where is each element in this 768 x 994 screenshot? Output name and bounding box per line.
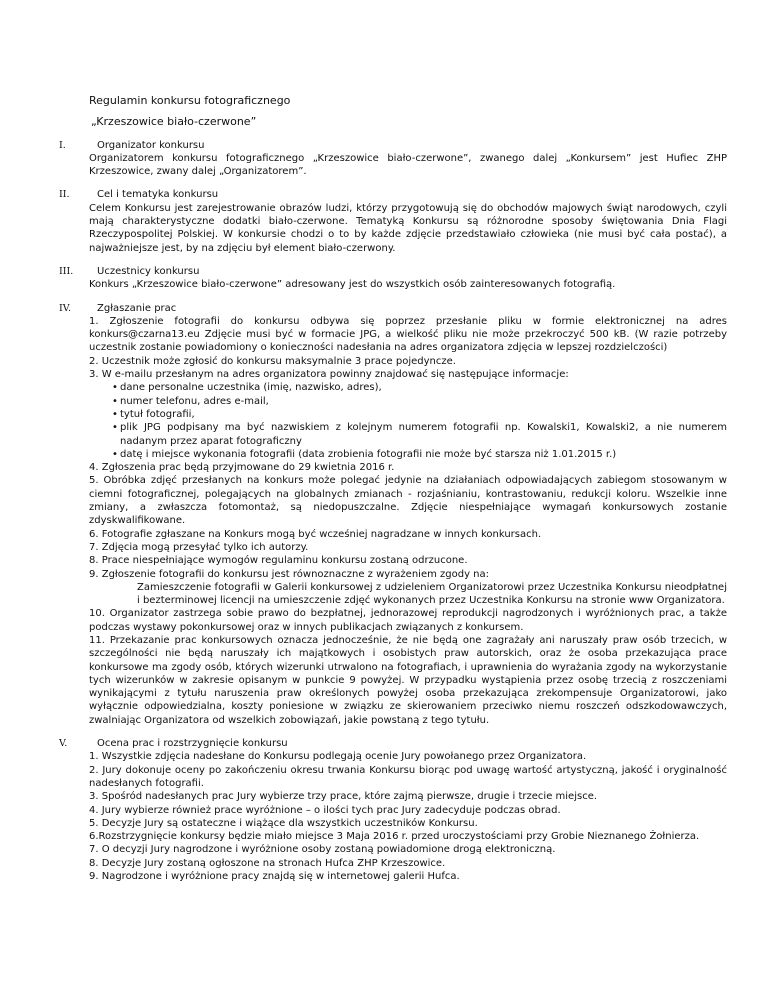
bullet-item: • plik JPG podpisany ma być nazwiskiem z kolejnym numerem fotografii np. Kowalski1, Kowalski2, a nie numerem nadanym przez aparat fotograficzny [89, 421, 727, 448]
section-numeral: III. [59, 265, 74, 277]
bullet-item: • datę i miejsce wykonania fotografii (data zrobienia fotografii nie może być starsza niż 1.01.2015 r.) [89, 448, 727, 461]
rule-item: 2. Uczestnik może zgłosić do konkursu maksymalnie 3 prace pojedyncze. [89, 355, 456, 367]
rule-item: 4. Zgłoszenia prac będą przyjmowane do 29 kwietnia 2016 r. [89, 462, 395, 474]
bullet-item: • numer telefonu, adres e-mail, [89, 395, 727, 408]
rule-item: 6. Fotografie zgłaszane na Konkurs mogą być wcześniej nagradzane w innych konkursach. [89, 528, 542, 540]
document-subtitle: „Krzeszowice biało-czerwone” [91, 115, 257, 129]
section-heading: Ocena prac i rozstrzygnięcie konkursu [97, 738, 288, 750]
section-heading: Cel i tematyka konkursu [97, 189, 219, 201]
section-text: Celem Konkursu jest zarejestrowanie obrazów ludzi, którzy przygotowują się do obchodów majowych świąt narodowych, czyli mają charakterystyczne dodatki biało-czerwone. Tematyką Konkursu są różnorodne sposoby świętowania Dnia Flagi Rzeczypospolitej Polskiej. W konkursie chodzi o to by każde zdjęcie przedstawiało człowieka (nie musi być cała postać), a najważniejsze jest, by na zdjęciu był element biało-czerwony. [89, 202, 727, 254]
consent-clause: Zamieszczenie fotografii w Galerii konkursowej z udzieleniem Organizatorowi przez Uczestnika Konkursu nieodpłatnej i bezterminowej licencji na umieszczenie zdjęć wykonanych przez Uczestnika Konkursu na stronie www Organizatora. [137, 581, 727, 607]
section-heading: Organizator konkursu [97, 139, 205, 151]
section-evaluation [59, 737, 727, 883]
section-numeral: IV. [59, 302, 71, 314]
rule-item: 5. Obróbka zdjęć przesłanych na konkurs może polegać jedynie na działaniach odpowiadających zabiegom stosowanym w ciemni fotograficznej, polegających na globalnych zmianach - rozjaśnianiu, kontrastowaniu, redukcji koloru. Wszelkie inne zmiany, a zwłaszcza fotomontaż, są niedopuszczalne. Zdjęcie niespełniające wymagań konkursowych zostanie zdyskwalifikowane. [89, 475, 727, 527]
evaluation-item: 5. Decyzje Jury są ostateczne i wiążące dla wszystkich uczestników Konkursu. [89, 817, 478, 829]
rule-item: 1. Zgłoszenie fotografii do konkursu odbywa się poprzez przesłanie pliku w formie elektronicznej na adres konkurs@czarna13.eu Zdjęcie musi być w formacie JPG, a wielkość pliku nie może przekroczyć 500 kB. (W razie potrzeby uczestnik zostanie powiadomiony o konieczności nadesłania na adres organizatora zdjęcia w lepszej rozdzielczości) [89, 315, 727, 354]
evaluation-item: 7. O decyzji Jury nagrodzone i wyróżnione osoby zostaną powiadomione drogą elektroniczną. [89, 844, 556, 856]
section-numeral: V. [59, 738, 68, 750]
section-text: Konkurs „Krzeszowice biało-czerwone” adresowany jest do wszystkich osób zainteresowanych fotografią. [89, 279, 616, 291]
rule-item: 3. W e-mailu przesłanym na adres organizatora powinny znajdować się następujące informacje: [89, 369, 569, 381]
evaluation-item: 9. Nagrodzone i wyróżnione pracy znajdą się w internetowej galerii Hufca. [89, 871, 460, 883]
evaluation-item: 4. Jury wybierze również prace wyróżnione – o ilości tych prac Jury zadecyduje podczas obrad. [89, 804, 561, 816]
evaluation-item: 8. Decyzje Jury zostaną ogłoszone na stronach Hufca ZHP Krzeszowice. [89, 857, 446, 869]
evaluation-item: 3. Spośród nadesłanych prac Jury wybierze trzy prace, które zajmą pierwsze, drugie i trzecie miejsce. [89, 791, 598, 803]
section-text: Organizatorem konkursu fotograficznego „Krzeszowice biało-czerwone”, zwanego dalej „Konkursem” jest Hufiec ZHP Krzeszowice, zwany dalej „Organizatorem”. [89, 152, 727, 178]
document-page [59, 94, 727, 883]
section-numeral: II. [59, 189, 70, 201]
section-submissions [59, 302, 727, 728]
document-title: Regulamin konkursu fotograficznego [89, 94, 291, 107]
rule-item: 10. Organizator zastrzega sobie prawo do bezpłatnej, jednorazowej reprodukcji nagrodzonych i wyróżnionych prac, a także podczas wystawy pokonkursowej oraz w innych publikacjach związanych z konkursem. [89, 608, 727, 633]
section-numeral: I. [59, 139, 66, 151]
rule-item: 7. Zdjęcia mogą przesyłać tylko ich autorzy. [89, 541, 309, 553]
section-organizer [59, 139, 727, 179]
section-heading: Uczestnicy konkursu [97, 265, 200, 277]
section-heading: Zgłaszanie prac [97, 302, 177, 314]
bullet-item: • dane personalne uczestnika (imię, nazwisko, adres), [89, 381, 727, 394]
rule-item: 11. Przekazanie prac konkursowych oznacza jednocześnie, że nie będą one zagrażały ani naruszały praw osób trzecich, w szczególności nie będą naruszały ich majątkowych i osobistych praw autorskich, oraz że osoba przekazująca prace konkursowe ma zgody osób, których wizerunki utrwalono na fotografiach, i uprawnienia do wyrażania zgody na wykorzystanie tych wizerunków w zakresie opisanym w punkcie 9 powyżej. W przypadku wystąpienia przez osobę trzecią z roszczeniami wynikającymi z tytułu naruszenia praw określonych powyżej osoba przekazująca zrekompensuje Organizatorowi, jako wyłącznie odpowiedzialna, koszty poniesione w związku ze skierowaniem przeciwko niemu roszczeń odszkodowawczych, zwalniając Organizatora od wszelkich zobowiązań, jakie powstaną z tego tytułu. [89, 634, 727, 726]
evaluation-item: 2. Jury dokonuje oceny po zakończeniu okresu trwania Konkursu biorąc pod uwagę wartość artystyczną, jakość i oryginalność nadesłanych fotografii. [89, 764, 727, 789]
bullet-item: • tytuł fotografii, [89, 408, 727, 421]
section-goal [59, 188, 727, 254]
rule-item: 9. Zgłoszenie fotografii do konkursu jest równoznaczne z wyrażeniem zgody na: [89, 568, 490, 580]
section-participants [59, 265, 727, 292]
evaluation-item: 6.Rozstrzygnięcie konkursy będzie miało miejsce 3 Maja 2016 r. przed uroczystościami przy Grobie Nieznanego Żołnierza. [89, 831, 700, 843]
evaluation-item: 1. Wszystkie zdjęcia nadesłane do Konkursu podlegają ocenie Jury powołanego przez Organizatora. [89, 751, 587, 763]
rule-item: 8. Prace niespełniające wymogów regulaminu konkursu zostaną odrzucone. [89, 555, 468, 567]
